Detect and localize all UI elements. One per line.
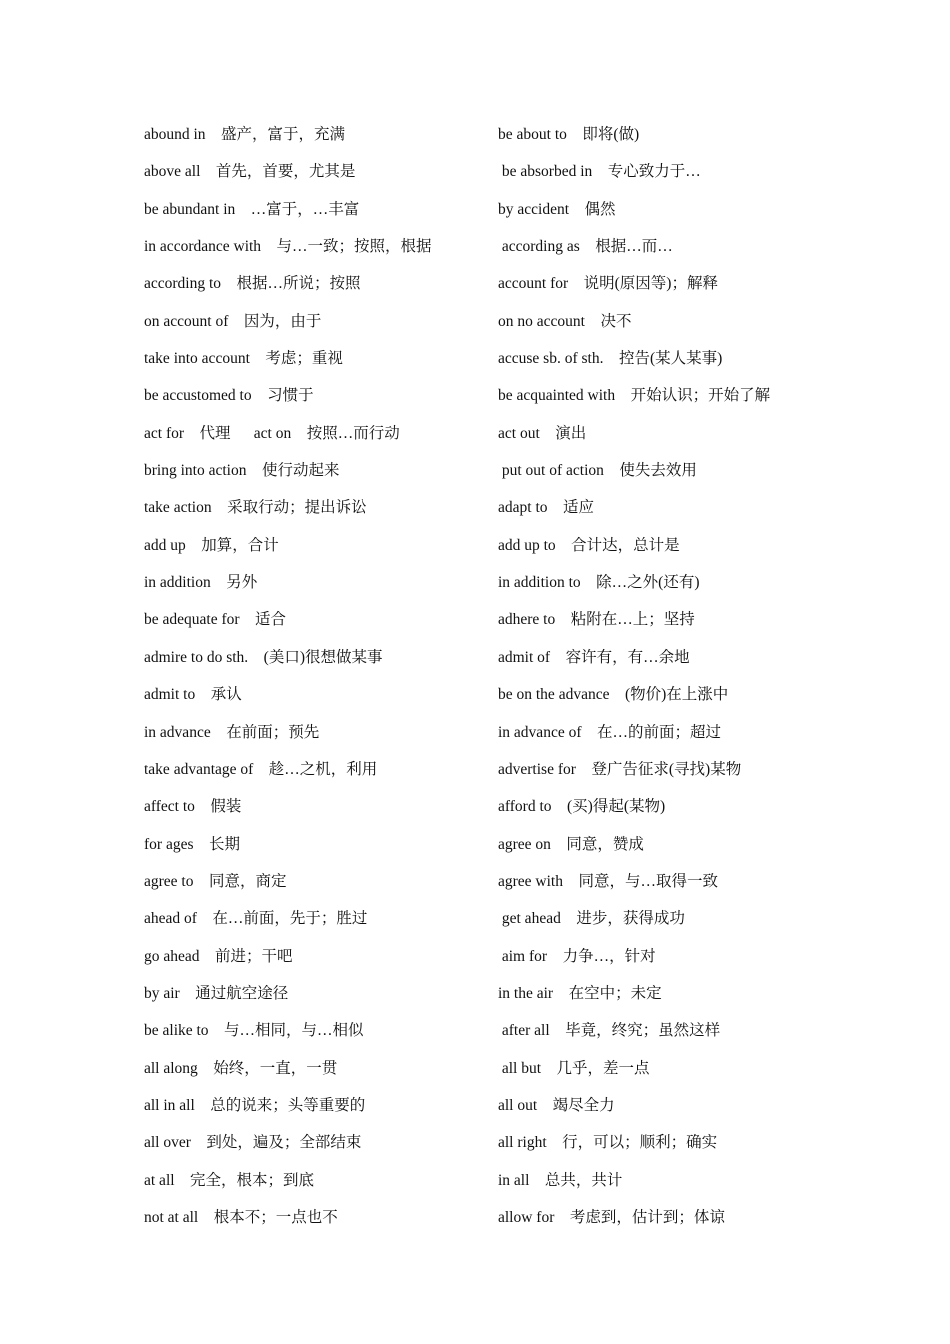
right-entry bbox=[498, 977, 918, 1014]
phrase-text: go ahead 前进；干吧 bbox=[144, 947, 293, 965]
right-entry bbox=[498, 1126, 918, 1163]
right-entry bbox=[498, 529, 918, 566]
phrase-text: afford to (买)得起(某物) bbox=[498, 798, 666, 816]
right-entry bbox=[498, 379, 918, 416]
right-entry bbox=[498, 753, 918, 790]
phrase-text: in addition 另外 bbox=[144, 574, 258, 592]
phrase-text: take advantage of 趁…之机，利用 bbox=[144, 760, 378, 778]
phrase-text: be abundant in …富于，…丰富 bbox=[144, 200, 360, 218]
phrase-text: agree with 同意，与…取得一致 bbox=[498, 872, 718, 890]
right-entry bbox=[498, 1164, 918, 1201]
right-entry bbox=[498, 193, 918, 230]
right-column bbox=[498, 118, 918, 1238]
right-entry bbox=[498, 790, 918, 827]
phrase-text: be about to 即将(做) bbox=[498, 126, 640, 143]
phrase-text: for ages 长期 bbox=[144, 835, 240, 853]
right-entry bbox=[498, 417, 918, 454]
phrase-text: abound in 盛产，富于，充满 bbox=[144, 126, 346, 143]
phrase-text: according as 根据…而… bbox=[498, 238, 673, 256]
right-entry bbox=[498, 118, 918, 155]
phrase-text: add up to 合计达，总计是 bbox=[498, 536, 680, 554]
phrase-text: admire to do sth. (美口)很想做某事 bbox=[144, 648, 383, 666]
right-entry bbox=[498, 305, 918, 342]
phrase-text: according to 根据…所说；按照 bbox=[144, 275, 361, 293]
phrase-text: be on the advance (物价)在上涨中 bbox=[498, 686, 729, 704]
phrase-text: adapt to 适应 bbox=[498, 499, 594, 517]
phrase-text: in the air 在空中；未定 bbox=[498, 984, 662, 1002]
phrase-text: all but 几乎，差一点 bbox=[498, 1059, 650, 1077]
phrase-text: on no account 决不 bbox=[498, 312, 632, 330]
phrase-text: in advance of 在…的前面；超过 bbox=[498, 723, 721, 741]
phrase-text: aim for 力争…，针对 bbox=[498, 947, 656, 965]
right-entry bbox=[498, 1052, 918, 1089]
phrase-text: agree on 同意，赞成 bbox=[498, 835, 644, 853]
phrase-text: all in all 总的说来；头等重要的 bbox=[144, 1096, 366, 1114]
phrase-text: adhere to 粘附在…上；坚持 bbox=[498, 611, 695, 629]
right-entry bbox=[498, 865, 918, 902]
right-entry bbox=[498, 566, 918, 603]
right-entry bbox=[498, 267, 918, 304]
phrase-text: put out of action 使失去效用 bbox=[498, 462, 697, 480]
phrase-text: ahead of 在…前面，先于；胜过 bbox=[144, 910, 368, 928]
right-entry bbox=[498, 454, 918, 491]
phrase-text: act for 代理 act on 按照…而行动 bbox=[144, 424, 400, 442]
phrase-text: admit to 承认 bbox=[144, 686, 242, 704]
phrase-text: bring into action 使行动起来 bbox=[144, 462, 340, 480]
right-entry bbox=[498, 828, 918, 865]
right-entry bbox=[498, 342, 918, 379]
phrase-text: above all 首先，首要，尤其是 bbox=[144, 163, 356, 181]
right-entry bbox=[498, 603, 918, 640]
right-entry bbox=[498, 678, 918, 715]
phrase-text: on account of 因为，由于 bbox=[144, 312, 322, 330]
phrase-text: all along 始终，一直，一贯 bbox=[144, 1059, 338, 1077]
phrase-text: admit of 容许有，有…余地 bbox=[498, 648, 690, 666]
phrase-text: allow for 考虑到，估计到；体谅 bbox=[498, 1208, 725, 1226]
phrase-text: in all 总共，共计 bbox=[498, 1171, 623, 1189]
phrase-text: take into account 考虑；重视 bbox=[144, 350, 343, 368]
phrase-text: take action 采取行动；提出诉讼 bbox=[144, 499, 367, 517]
phrase-text: by accident 偶然 bbox=[498, 200, 616, 218]
right-entry bbox=[498, 641, 918, 678]
phrase-text: after all 毕竟，终究；虽然这样 bbox=[498, 1022, 721, 1040]
phrase-text: account for 说明(原因等)；解释 bbox=[498, 275, 718, 293]
right-entry bbox=[498, 491, 918, 528]
phrase-text: all right 行，可以；顺利；确实 bbox=[498, 1134, 718, 1152]
phrase-text: by air 通过航空途径 bbox=[144, 984, 289, 1002]
right-entry bbox=[498, 716, 918, 753]
phrase-text: be absorbed in 专心致力于… bbox=[498, 163, 701, 181]
phrase-text: be alike to 与…相同，与…相似 bbox=[144, 1022, 364, 1040]
phrase-text: accuse sb. of sth. 控告(某人某事) bbox=[498, 350, 723, 368]
right-entry bbox=[498, 155, 918, 192]
phrase-text: get ahead 进步，获得成功 bbox=[498, 910, 685, 928]
phrase-text: affect to 假装 bbox=[144, 798, 242, 816]
phrase-text: not at all 根本不；一点也不 bbox=[144, 1208, 338, 1226]
right-entry bbox=[498, 1014, 918, 1051]
phrase-text: advertise for 登广告征求(寻找)某物 bbox=[498, 760, 742, 778]
phrase-text: act out 演出 bbox=[498, 424, 587, 442]
phrase-text: be accustomed to 习惯于 bbox=[144, 387, 314, 405]
right-entry bbox=[498, 1201, 918, 1238]
phrase-text: in advance 在前面；预先 bbox=[144, 723, 320, 741]
phrase-text: all out 竭尽全力 bbox=[498, 1096, 615, 1114]
phrase-text: add up 加算，合计 bbox=[144, 536, 279, 554]
right-entry bbox=[498, 940, 918, 977]
right-entry bbox=[498, 1089, 918, 1126]
phrase-text: in addition to 除…之外(还有) bbox=[498, 574, 700, 592]
phrase-text: agree to 同意，商定 bbox=[144, 872, 287, 890]
phrase-text: be acquainted with 开始认识；开始了解 bbox=[498, 387, 771, 405]
phrase-text: at all 完全，根本；到底 bbox=[144, 1171, 315, 1189]
phrase-text: in accordance with 与…一致；按照，根据 bbox=[144, 238, 432, 256]
right-entry bbox=[498, 230, 918, 267]
phrase-text: all over 到处，遍及；全部结束 bbox=[144, 1134, 362, 1152]
phrase-text: be adequate for 适合 bbox=[144, 611, 287, 629]
right-entry bbox=[498, 902, 918, 939]
